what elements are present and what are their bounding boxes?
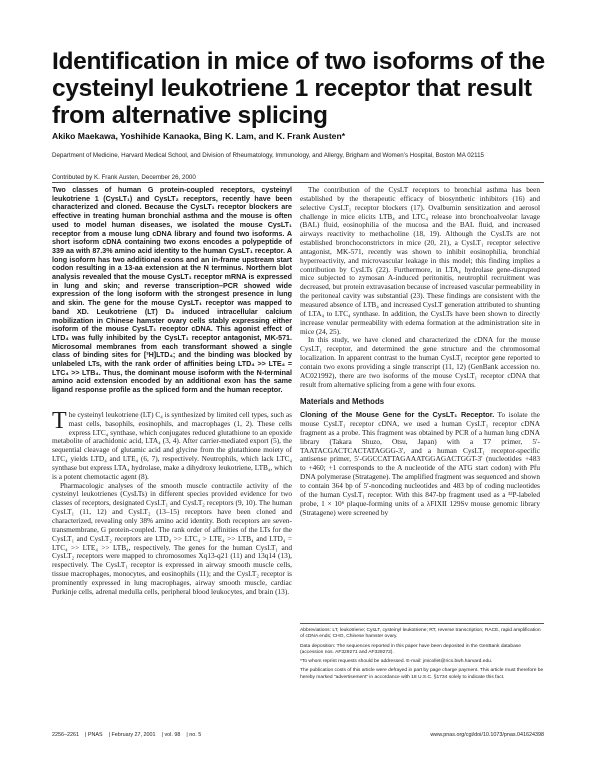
footer-date: February 27, 2001 — [111, 732, 156, 738]
footer-citation: 2256–2261 | PNAS | February 27, 2001 | vol. 98 | no. 5 — [52, 732, 202, 738]
right-column — [300, 186, 540, 517]
footer-pages: 2256–2261 — [52, 732, 79, 738]
footer-journal: PNAS — [87, 732, 103, 738]
body-paragraph-2: In this study, we have cloned and characterized the cDNA for the mouse CysLT₁ receptor, and determined the gene structure and the chromosomal localization. In apparent contrast to the human CysLT₁ receptor gene reported to contain two exons providing a single transcript (11, 12) (GenBank accession no. AC021992), there are two isoforms of the mouse CysLT₁ receptor cDNA that result from alternative splicing from a gene with four exons. — [300, 335, 540, 389]
intro-paragraph-1-text: he cysteinyl leukotriene (LT) C₄ is synthesized by limited cell types, such as mast cells, basophils, eosinophils, and macrophages (1, 2). These cells express LTC₄ synthase, which conjugates reduced glutathione to an epoxide metabolite of arachidonic acid, LTA₄ (3, 4). After carrier-mediated export (5), the sequential cleavage of glutamic acid and glycine from the glutathione moiety of LTC₄ yields LTD₄ and LTE₄ (6, 7), respectively. Neutrophils, which lack LTC₄ synthase but express LTA₄ hydrolase, make a dihydroxy leukotriene, LTB₄, which is a potent chemotactic agent (8). — [52, 409, 292, 481]
article-title: Identification in mice of two isoforms of the cysteinyl leukotriene 1 receptor that result from alternative splicing — [52, 48, 545, 129]
page-footer — [52, 732, 544, 738]
methods-paragraph-1-text: To isolate the mouse CysLT₁ receptor cDNA, we used a human CysLT₁ receptor cDNA fragment as a probe. This fragment was obtained by PCR of a human lung cDNA library (Takara Shuzo, Otsu, Japan) with a T7 primer, 5′-TAATACGACTCACTATAGGG-3′, and a human CysLT₁ receptor-specific antisense primer, 5′-GGCCATTAGAAATGGAGACTGGT-3′ (nucleotides +483 to +460; +1 corresponds to the A nucleotide of the ATG start codon) with Pfu DNA polymerase (Stratagene). The amplified fragment was sequenced and shown to contain 364 bp of 5′-noncoding nucleotides and 483 bp of coding nucleotides of the human CysLT₁ receptor. With this 847-bp fragment used as a ³²P-labeled probe, 1 × 10⁶ plaque-forming units of a λFIXII 129Sv mouse genomic library (Stratagene) were screened by — [300, 410, 540, 517]
footnotes — [300, 623, 544, 684]
footer-volume: vol. 98 — [164, 732, 181, 738]
footnote-correspondence: *To whom reprint requests should be addressed. E-mail: jmicollet@rics.bwh.harvard.edu. — [300, 659, 493, 665]
intro-paragraph-2: Pharmacologic analyses of the smooth muscle contractile activity of the cysteinyl leukotrienes (CysLTs) in different species provided evidence for two classes of receptors, designated CysLT₁ and CysLT₂ receptors (9, 10). The human CysLT₁ (11, 12) and CysLT₂ (13–15) receptors have been cloned and characterized, revealing only 38% amino acid identity. Both receptors are seven-transmembrane, G protein-coupled. The rank order of affinities of the LTs for the CysLT₁ and CysLT₂ receptors are LTD₄ >> LTC₄ > LTE₄ >> LTB₄ and LTD₄ = LTC₄ >> LTE₄ >> LTB₄, respectively. The genes for the human CysLT₁ and CysLT₂ receptors were mapped to chromosomes Xq13-q21 (11) and 13q14 (13), respectively. The CysLT₁ receptor is expressed in airway smooth muscle cells, tissue macrophages, monocytes, and eosinophils (11); and the CysLT₂ receptor is prominently expressed in lung macrophages, airway smooth muscle, cardiac Purkinje cells, adrenal medulla cells, peripheral blood leukocytes, and brain (13). — [52, 480, 292, 596]
author-list: Akiko Maekawa, Yoshihide Kanaoka, Bing K. Lam, and K. Frank Austen* — [52, 131, 346, 141]
runin-heading: Cloning of the Mouse Gene for the CysLT₁ Receptor. — [300, 410, 495, 420]
intro-paragraph-1 — [52, 407, 292, 482]
footer-doi-link[interactable]: www.pnas.org/cgi/doi/10.1073/pnas.041624398 — [430, 732, 544, 738]
section-heading: Materials and Methods — [300, 397, 385, 407]
footnote-data-deposition: Data deposition: The sequences reported in this paper have been deposited in the GenBank database (accession nos. AF329271 and AF329272). — [300, 643, 521, 655]
body-paragraph-1: The contribution of the CysLT receptors to bronchial asthma has been established by the therapeutic efficacy of biosynthetic inhibitors (16) and selective CysLT₁ receptor blockers (17). Ovalbumin sensitization and aerosol challenge in mice elicits LTB₄ and LTC₄ release into bronchoalveolar lavage (BAL) fluid, eosinophilia of the mucosa and the BAL fluid, and increased airways reactivity to methacholine (18, 19). Although the CysLTs are not established bronchoconstrictors in mice (20, 21), a CysLT₁ receptor selective antagonist, MK-571, recently was shown to inhibit eosinophilia, bronchial hyperreactivity, and microvascular leakage in this model; this finding implies a contribution by CysLTs (22). Furthermore, in LTA₄ hydrolase gene-disrupted mice subjected to zymosan A-induced peritonitis, neutrophil recruitment was decreased, but protein extravasation because of increased vascular permeability in the peritoneal cavity was substantial (23). These findings are consistent with the measured absence of LTB₄ and increased CysLT generation attributed to shunting of LTA₄ to LTC₄ synthase. In addition, the CysLTs have been shown to directly increase venular permeability with edema formation at the administration site in mice (24, 25). — [300, 185, 540, 336]
affiliation: Department of Medicine, Harvard Medical School, and Division of Rheumatology, Immunology, and Allergy, Brigham and Women’s Hospital, Boston MA 02115 — [52, 152, 484, 159]
contributed-line: Contributed by K. Frank Austen, December 26, 2000 — [52, 174, 196, 181]
header-rule — [52, 182, 544, 183]
drop-cap: T — [52, 407, 67, 434]
footnote-abbreviations: Abbreviations: LT, leukotriene; CysLT, cysteinyl leukotriene; RT, reverse transcription; RACE, rapid amplification of cDNA ends; CHO, Chinese hamster ovary. — [300, 628, 541, 640]
footer-issue: no. 5 — [189, 732, 202, 738]
footnote-publication-costs: The publication costs of this article were defrayed in part by page charge payment. This article must therefore be hereby marked “advertisement” in accordance with 18 U.S.C. §1734 solely to indicate this fact. — [300, 668, 544, 680]
methods-paragraph-1 — [300, 411, 540, 517]
left-column — [52, 186, 292, 597]
abstract: Two classes of human G protein-coupled receptors, cysteinyl leukotriene 1 (CysLT₁) and CysLT₂ receptors, recently have been characterized and cloned. Because the CysLT₁ receptor blockers are effective in treating human bronchial asthma and the mouse is often used to model human diseases, we isolated the mouse CysLT₁ receptor from a mouse lung cDNA library and found two isoforms. A short isoform cDNA containing two exons encodes a polypeptide of 339 aa with 87.3% amino acid identity to the human CysLT₁ receptor. A long isoform has two additional exons and an in-frame upstream start codon resulting in a 13-aa extension at the N terminus. Northern blot analysis revealed that the mouse CysLT₁ receptor mRNA is expressed in lung and skin; and reverse transcription–PCR showed wide expression of the long isoform with the strongest presence in lung and skin. The gene for the mouse CysLT₁ receptor was mapped to band XD. Leukotriene (LT) D₄ induced intracellular calcium mobilization in Chinese hamster ovary cells stably expressing either isoform of the mouse CysLT₁ receptor cDNA. This agonist effect of LTD₄ was fully inhibited by the CysLT₁ receptor antagonist, MK-571. Microsomal membranes from each transformant showed a single class of binding sites for [³H]LTD₄; and the binding was blocked by unlabeled LTs, with the rank order of affinities being LTD₄ >> LTE₄ = LTC₄ >> LTB₄. Thus, the dominant mouse isoform with the N-terminal amino acid extension encoded by an additional exon has the same ligand response profile as the spliced form and the human receptor. — [52, 186, 292, 395]
